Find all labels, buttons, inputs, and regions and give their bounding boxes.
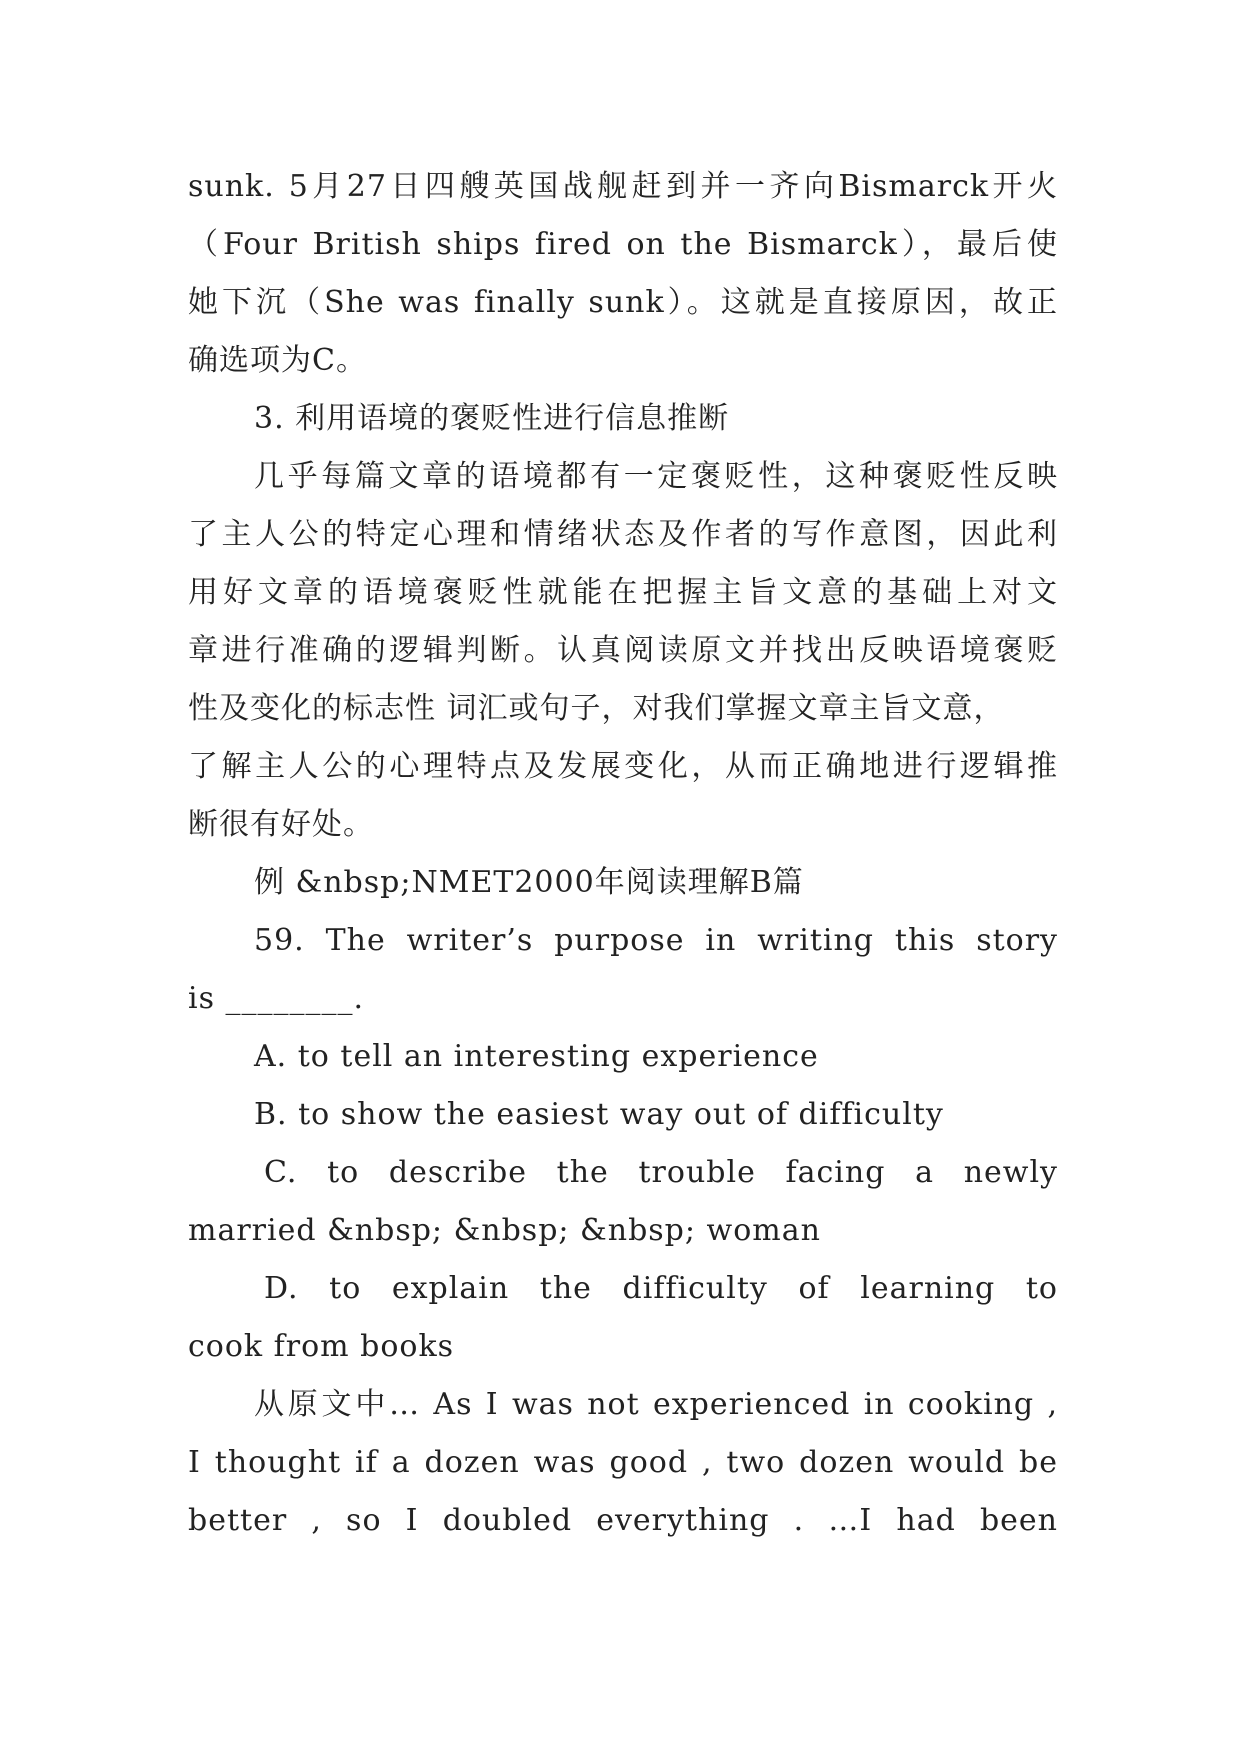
text-line: better , so I doubled everything . …I had been bbox=[188, 1503, 1058, 1538]
text-line: 几乎每篇文章的语境都有一定褒贬性，这种褒贬性反映 bbox=[254, 459, 1058, 494]
text-line: （Four British ships fired on the Bismarck），最后使 bbox=[188, 227, 1058, 262]
text-line: 从原文中… As I was not experienced in cooking , bbox=[254, 1387, 1058, 1422]
example-heading: 例 &nbsp;NMET2000年阅读理解B篇 bbox=[254, 865, 804, 900]
text-line: I thought if a dozen was good , two dozen would be bbox=[188, 1445, 1058, 1480]
document-body bbox=[188, 158, 1058, 1550]
question-stem: is ________. bbox=[188, 981, 365, 1016]
answer-option: A. to tell an interesting experience bbox=[254, 1039, 819, 1074]
section-heading: 3. 利用语境的褒贬性进行信息推断 bbox=[254, 401, 730, 436]
question-stem: 59. The writer’s purpose in writing this story bbox=[254, 923, 1058, 958]
text-line: sunk. 5月27日四艘英国战舰赶到并一齐向Bismarck开火 bbox=[188, 169, 1058, 204]
text-line: 确选项为C。 bbox=[188, 343, 367, 378]
text-line: 了主人公的特定心理和情绪状态及作者的写作意图，因此利 bbox=[188, 517, 1058, 552]
answer-option: married &nbsp; &nbsp; &nbsp; woman bbox=[188, 1213, 821, 1248]
answer-option: D. to explain the difficulty of learning to bbox=[264, 1271, 1058, 1306]
text-line: 用好文章的语境褒贬性就能在把握主旨文意的基础上对文 bbox=[188, 575, 1058, 610]
text-line: 了解主人公的心理特点及发展变化，从而正确地进行逻辑推 bbox=[188, 749, 1058, 784]
text-line: 章进行准确的逻辑判断。认真阅读原文并找出反映语境褒贬 bbox=[188, 633, 1058, 668]
text-line: 性及变化的标志性 词汇或句子，对我们掌握文章主旨文意， bbox=[188, 691, 1005, 726]
text-line: 断很有好处。 bbox=[188, 807, 374, 842]
answer-option: C. to describe the trouble facing a newly bbox=[264, 1155, 1058, 1190]
text-line: 她下沉（She was finally sunk）。这就是直接原因，故正 bbox=[188, 285, 1058, 320]
answer-option: B. to show the easiest way out of difficulty bbox=[254, 1097, 944, 1132]
answer-option: cook from books bbox=[188, 1329, 455, 1364]
